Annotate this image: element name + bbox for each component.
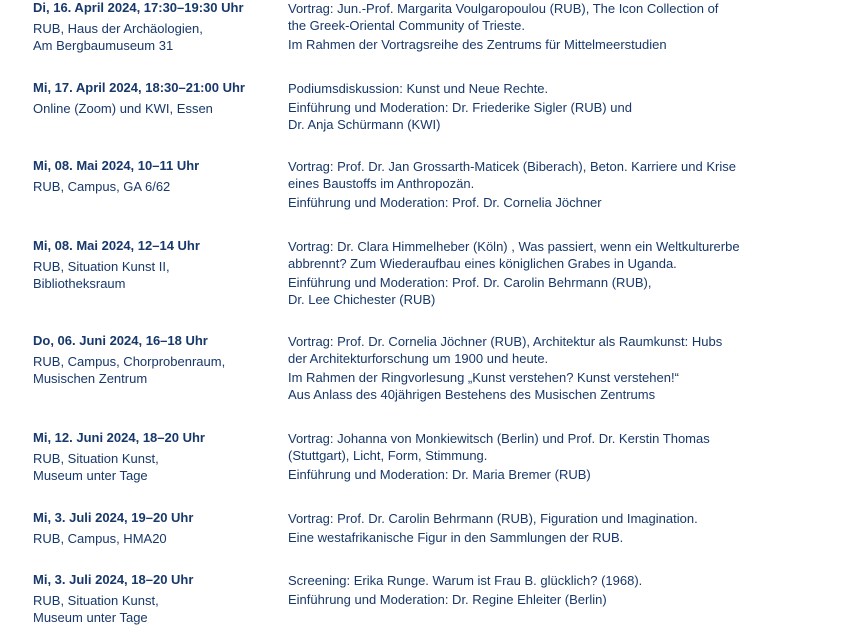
event-text-line: abbrennt? Zum Wiederaufbau eines königlichen Grabes in Uganda. [288, 256, 677, 271]
event-date: Mi, 17. April 2024, 18:30–21:00 Uhr [33, 80, 245, 95]
event-location-line: Online (Zoom) und KWI, Essen [33, 101, 213, 116]
event-paragraph [288, 333, 808, 367]
event-date: Mi, 08. Mai 2024, 10–11 Uhr [33, 158, 200, 173]
event-meta [33, 238, 273, 292]
event-text-line: Vortrag: Prof. Dr. Carolin Behrmann (RUB), Figuration und Imagination. [288, 511, 698, 526]
event-description [288, 510, 808, 548]
event-text-line: Dr. Lee Chichester (RUB) [288, 292, 436, 307]
event-text-line: Einführung und Moderation: Prof. Dr. Cornelia Jöchner [288, 195, 602, 210]
event-text-line: Podiumsdiskussion: Kunst und Neue Rechte. [288, 81, 549, 96]
event-location-line: RUB, Situation Kunst, [33, 451, 159, 466]
event-location-line: Musischen Zentrum [33, 371, 148, 386]
event-text-line: Vortrag: Prof. Dr. Jan Grossarth-Maticek (Biberach), Beton. Karriere und Krise [288, 159, 736, 174]
event-text-line: the Greek-Oriental Community of Trieste. [288, 18, 525, 33]
event-paragraph [288, 529, 808, 546]
event-paragraph [288, 0, 808, 34]
event-text-line: Vortrag: Dr. Clara Himmelheber (Köln) , Was passiert, wenn ein Weltkulturerbe [288, 239, 740, 254]
event-text-line: Vortrag: Jun.-Prof. Margarita Voulgaropoulou (RUB), The Icon Collection of [288, 1, 719, 16]
event-meta [33, 80, 273, 117]
event-date: Do, 06. Juni 2024, 16–18 Uhr [33, 333, 208, 348]
event-text-line: Im Rahmen der Ringvorlesung „Kunst verstehen? Kunst verstehen!“ [288, 370, 679, 385]
event-location-line: RUB, Campus, Chorprobenraum, [33, 354, 226, 369]
event-meta [33, 333, 273, 387]
event-text-line: Im Rahmen der Vortragsreihe des Zentrums für Mittelmeerstudien [288, 37, 667, 52]
event-text-line: Dr. Anja Schürmann (KWI) [288, 117, 441, 132]
event-date: Mi, 3. Juli 2024, 18–20 Uhr [33, 572, 194, 587]
event-description [288, 80, 808, 135]
event-date: Mi, 12. Juni 2024, 18–20 Uhr [33, 430, 205, 445]
event-location-line: Museum unter Tage [33, 610, 148, 625]
event-paragraph [288, 274, 808, 308]
event-text-line: eines Baustoffs im Anthropozän. [288, 176, 475, 191]
event-paragraph [288, 238, 808, 272]
event-meta [33, 572, 273, 626]
event-description [288, 572, 808, 610]
event-paragraph [288, 80, 808, 97]
event-paragraph [288, 591, 808, 608]
event-meta [33, 510, 273, 547]
event-text-line: der Architekturforschung um 1900 und heute. [288, 351, 549, 366]
event-location-line: RUB, Campus, GA 6/62 [33, 179, 171, 194]
event-location-line: RUB, Situation Kunst, [33, 593, 159, 608]
event-paragraph [288, 510, 808, 527]
event-location-line: RUB, Situation Kunst II, [33, 259, 170, 274]
event-text-line: Einführung und Moderation: Prof. Dr. Carolin Behrmann (RUB), [288, 275, 652, 290]
event-description [288, 0, 808, 55]
event-paragraph [288, 430, 808, 464]
event-text-line: (Stuttgart), Licht, Form, Stimmung. [288, 448, 488, 463]
event-text-line: Aus Anlass des 40jährigen Bestehens des Musischen Zentrums [288, 387, 656, 402]
event-text-line: Eine westafrikanische Figur in den Sammlungen der RUB. [288, 530, 624, 545]
event-date: Mi, 3. Juli 2024, 19–20 Uhr [33, 510, 194, 525]
event-paragraph [288, 369, 808, 403]
event-text-line: Einführung und Moderation: Dr. Maria Bremer (RUB) [288, 467, 591, 482]
event-paragraph [288, 99, 808, 133]
event-paragraph [288, 158, 808, 192]
event-description [288, 238, 808, 310]
event-text-line: Einführung und Moderation: Dr. Friederike Sigler (RUB) und [288, 100, 632, 115]
event-text-line: Vortrag: Prof. Dr. Cornelia Jöchner (RUB), Architektur als Raumkunst: Hubs [288, 334, 723, 349]
event-text-line: Vortrag: Johanna von Monkiewitsch (Berlin) und Prof. Dr. Kerstin Thomas [288, 431, 710, 446]
event-date: Mi, 08. Mai 2024, 12–14 Uhr [33, 238, 200, 253]
event-description [288, 158, 808, 213]
event-date: Di, 16. April 2024, 17:30–19:30 Uhr [33, 0, 244, 15]
event-location-line: RUB, Campus, HMA20 [33, 531, 167, 546]
event-meta [33, 0, 273, 54]
event-location-line: Museum unter Tage [33, 468, 148, 483]
event-description [288, 430, 808, 485]
event-paragraph [288, 466, 808, 483]
event-paragraph [288, 36, 808, 53]
event-paragraph [288, 194, 808, 211]
event-text-line: Einführung und Moderation: Dr. Regine Ehleiter (Berlin) [288, 592, 607, 607]
event-paragraph [288, 572, 808, 589]
event-meta [33, 430, 273, 484]
event-location-line: Bibliotheksraum [33, 276, 126, 291]
event-location-line: Am Bergbaumuseum 31 [33, 38, 174, 53]
event-text-line: Screening: Erika Runge. Warum ist Frau B. glücklich? (1968). [288, 573, 643, 588]
event-description [288, 333, 808, 405]
event-location-line: RUB, Haus der Archäologien, [33, 21, 203, 36]
event-meta [33, 158, 273, 195]
